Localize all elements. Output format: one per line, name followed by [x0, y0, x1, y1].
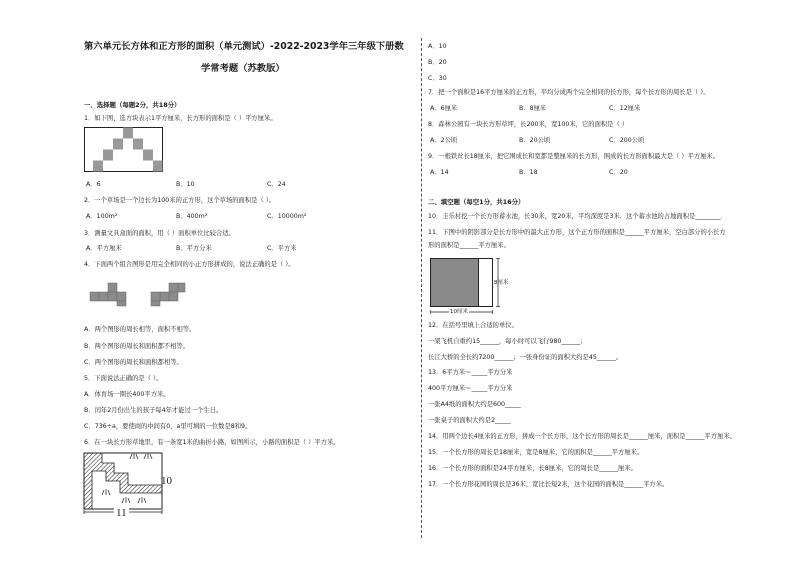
- q6-path-figure: [82, 451, 166, 515]
- question-4: 4．下面两个组合图形是用完全相同的小正方形拼成的，说法正确的是（ ）。: [84, 261, 295, 268]
- q11-rectangle-figure: [430, 258, 508, 318]
- q2-option-a: A．100m²: [86, 213, 118, 220]
- page-title-line2: 学常考题（苏教版）: [201, 63, 285, 74]
- q12-line-2: 长江大桥的全长约7200______；一张身份证的面积大约是45______。: [428, 354, 623, 361]
- q8-option-a: A．2公顷: [430, 137, 458, 144]
- q13-line-2: 400平方厘米＝_____平方分米: [428, 385, 513, 392]
- q6-width-label: 11: [116, 507, 127, 519]
- page-title: 第六单元长方体和正方形的面积（单元测试）-2022-2023学年三年级下册数: [84, 41, 404, 52]
- q7-option-c: C．12厘米: [609, 105, 641, 112]
- section-heading-choice: 一、选择题（每题2分，共18分）: [84, 101, 181, 109]
- column-divider: [421, 38, 422, 538]
- question-10: 10．圭乐村挖一个长方形蓄水池，长30米，宽20米，平均深度是3米．这个蓄水池的占地面积是________．: [428, 213, 727, 220]
- question-13: 13．6平方米＝_____平方分米: [428, 369, 513, 376]
- q6-option-a: A．10: [428, 43, 447, 50]
- question-16: 16．一个长方形的面积是24平方厘米，长8厘米，它的周长是______厘米。: [428, 465, 637, 472]
- q5-option-a: A．体育场一圈长400平方米。: [84, 391, 170, 398]
- q5-option-b: B．闰年2月份出生的孩子每4年才能过一个生日。: [84, 407, 223, 414]
- q11-width-label: 10厘米: [450, 309, 468, 315]
- q12-line-1: 一架飞机自重约15______，每小时可以飞行980______；: [428, 338, 587, 345]
- q2-option-b: B．400m²: [176, 213, 208, 220]
- q4-option-b: B．两个图形的周长和面积都不相等。: [84, 343, 190, 350]
- q1-option-a: A．6: [86, 181, 101, 188]
- q1-option-b: B．10: [176, 181, 195, 188]
- q13-line-4: 一张桌子的面积大约是2_____: [428, 417, 511, 424]
- q3-option-a: A．平方厘米: [86, 245, 122, 252]
- question-14: 14．用两个边长4厘米的正方形，拼成一个长方形，这个长方形的周长是______厘米，面积是______平方厘米。: [428, 433, 736, 440]
- q6-height-label: 10: [161, 475, 172, 487]
- q6-option-b: B．20: [428, 59, 447, 66]
- q5-option-c: C．736÷a，要使商的中间有0，a里可填的一位数是8和9。: [84, 423, 252, 430]
- q11-height-label: 8厘米: [494, 280, 509, 286]
- question-8: 8．森林公园有一块长方形草坪，长200米，宽100米，它的面积是（ ）: [428, 121, 629, 128]
- q1-option-c: C．24: [267, 181, 286, 188]
- q6-option-c: C．30: [428, 75, 447, 82]
- q9-option-a: A．14: [430, 169, 449, 176]
- question-11: 11．下图中的阴影部分是长方形中的最大正方形，这个正方形的面积是______平方厘米，空白部分的小长方: [428, 229, 726, 236]
- section-heading-fill: 二、填空题（每空1分，共16分）: [428, 198, 525, 206]
- q3-option-c: C．平方米: [267, 245, 297, 252]
- question-2: 2．一个草场是一个边长为100米的正方形，这个草场的面积是（ ）。: [84, 197, 276, 204]
- q8-option-c: C．200公顷: [609, 137, 645, 144]
- q4-figure-right: [151, 283, 187, 307]
- question-6: 6．在一块长方形草地里，有一条宽1米的曲折小路，如图所示，小路的面积是（ ）平方米。: [84, 439, 340, 446]
- q9-option-b: B．18: [519, 169, 538, 176]
- question-7: 7．把一个面积是16平方厘米的正方形，平均分成两个完全相同的长方形，每个长方形的周长是（ ）。: [428, 89, 710, 96]
- question-17: 17．一个长方形花园的周长是36米，宽比长短2米，这个花园的面积是______平方米。: [428, 481, 669, 488]
- q8-option-b: B．20公顷: [519, 137, 551, 144]
- q9-option-c: C．20: [609, 169, 628, 176]
- question-12: 12．在括号里填上合适的单位。: [428, 322, 518, 329]
- q3-option-b: B．平方分米: [176, 245, 212, 252]
- q7-option-a: A．6厘米: [430, 105, 458, 112]
- q2-option-c: C．10000m²: [267, 213, 307, 220]
- question-5: 5．下面说法正确的是（ ）。: [84, 375, 163, 382]
- question-9: 9．一根铁丝长18厘米，把它围成长和宽都是整厘米的长方形，围成的长方形面积最大是（ ）平方厘米。: [428, 153, 720, 160]
- q4-option-a: A．两个图形的周长相等，面积不相等。: [84, 326, 196, 333]
- question-15: 15．一个长方形的周长是18厘米，宽是8厘米，它的面积是______平方厘米。: [428, 449, 644, 456]
- q7-option-b: B．8厘米: [519, 105, 547, 112]
- q4-figure-left: [90, 283, 134, 307]
- question-1: 1．如下图，选方块表示1平方厘米，长方形的面积是（ ）平方厘米。: [84, 115, 277, 122]
- q4-option-c: C．两个图形的周长和面积都相等。: [84, 359, 183, 366]
- question-11-cont: 形的面积是______平方厘米。: [428, 242, 510, 249]
- q13-line-3: 一张A4纸的面积大约是600_____: [428, 401, 521, 408]
- q1-grid-figure: [84, 127, 164, 173]
- question-3: 3．测量文具盒面的面积，用（ ）面积单位比较合适。: [84, 230, 235, 237]
